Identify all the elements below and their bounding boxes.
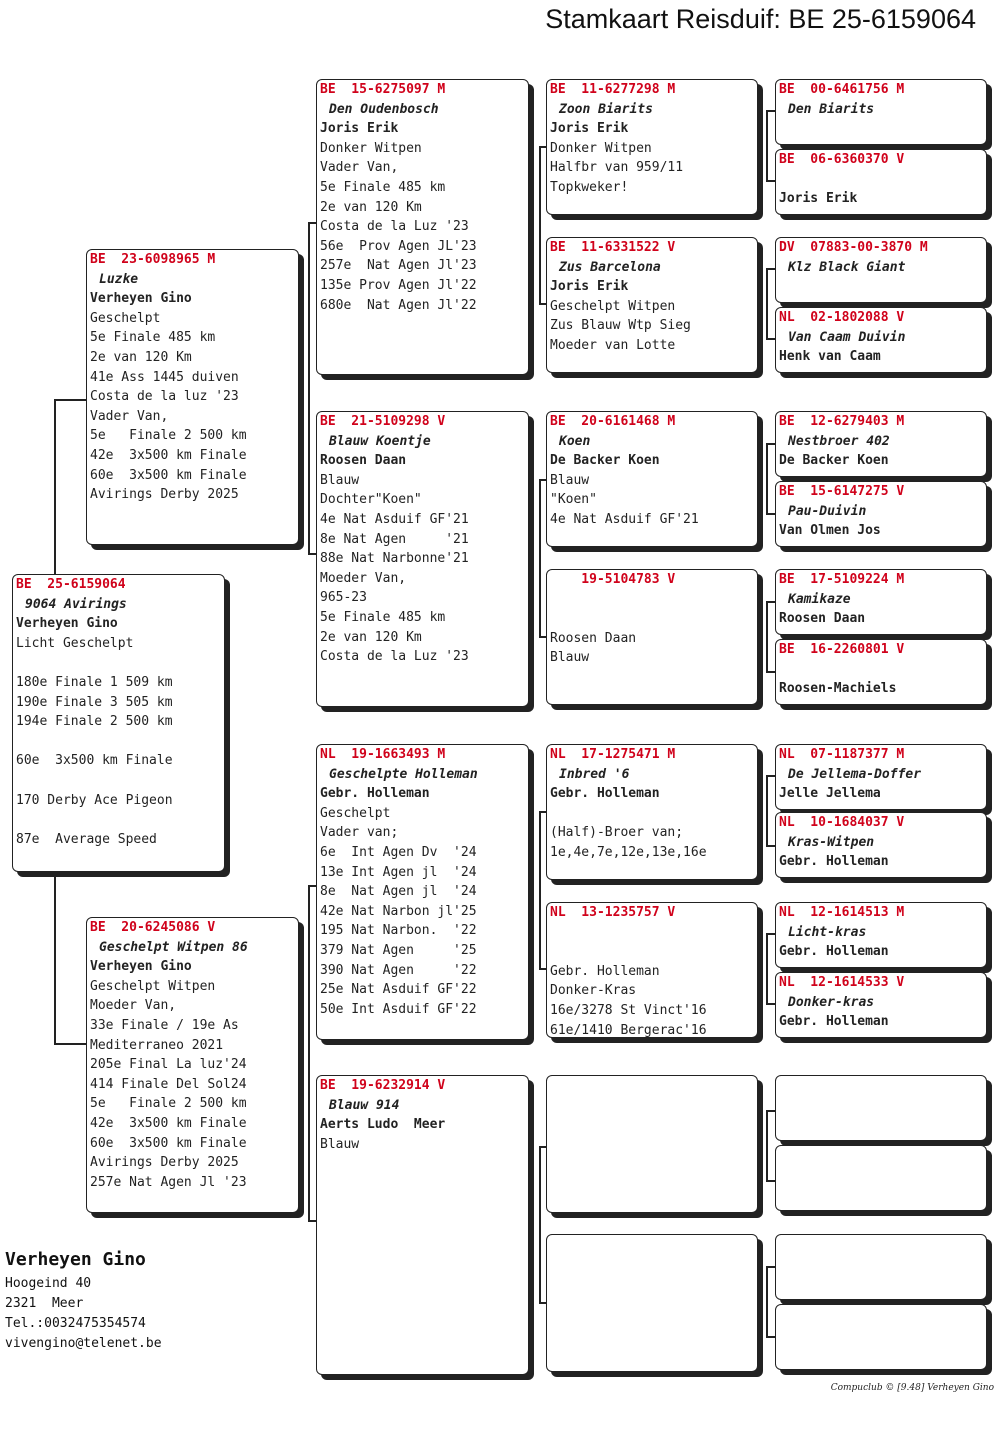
pedigree-box-dam[interactable] xyxy=(86,917,299,1213)
pigeon-name: Zoon Biarits xyxy=(559,101,653,117)
pedigree-box-sdd[interactable] xyxy=(546,569,758,705)
pedigree-line xyxy=(13,810,224,830)
pedigree-line: 42e Nat Narbon jl'25 xyxy=(320,903,477,919)
pedigree-line: Avirings Derby 2025 xyxy=(90,487,239,503)
connector xyxy=(766,1266,768,1337)
ring-number: NL 19-1663493 M xyxy=(320,747,446,762)
pigeon-name: Blauw Koentje xyxy=(329,433,431,449)
pedigree-line: 8e Nat Agen jl '24 xyxy=(320,884,477,900)
pedigree-line: Gebr. Holleman xyxy=(550,963,660,979)
breeder-name: Joris Erik xyxy=(550,121,629,137)
pedigree-line: 88e Nat Narbonne'21 xyxy=(320,551,469,567)
pedigree-line: Costa de la Luz '23 xyxy=(320,219,469,235)
pedigree-line: 4e Nat Asduif GF'21 xyxy=(550,511,699,527)
pedigree-box-ssss[interactable] xyxy=(775,79,987,145)
ring-number: BE 23-6098965 M xyxy=(90,252,216,267)
pedigree-line: Blauw xyxy=(550,472,590,488)
pedigree-line: 257e Nat Agen Jl '23 xyxy=(90,1174,247,1190)
pedigree-box-ssdd[interactable] xyxy=(775,307,987,373)
connector xyxy=(539,146,541,304)
connector xyxy=(54,399,87,401)
pedigree-line: Geschelpt xyxy=(320,805,391,821)
pedigree-box-ssds[interactable] xyxy=(775,237,987,303)
pigeon-name: Zus Barcelona xyxy=(559,259,661,275)
breeder-name: Joris Erik xyxy=(550,279,629,295)
breeder-name: Verheyen Gino xyxy=(90,291,192,307)
pedigree-box-sdss[interactable] xyxy=(775,411,987,477)
breeder-name: Verheyen Gino xyxy=(90,959,192,975)
pigeon-name xyxy=(547,923,757,943)
pigeon-name: Den Biarits xyxy=(788,101,875,117)
pedigree-line: 60e 3x500 km Finale xyxy=(90,1135,247,1151)
ring-number: BE 12-6279403 M xyxy=(779,414,905,429)
breeder-name: Roosen Daan xyxy=(320,453,407,469)
pigeon-name: Nestbroer 402 xyxy=(788,433,890,449)
pedigree-line: Moeder Van, xyxy=(320,570,407,586)
ring-number: BE 15-6275097 M xyxy=(320,82,446,97)
pigeon-name: Koen xyxy=(559,433,591,449)
connector xyxy=(766,601,768,672)
pedigree-line: Blauw xyxy=(320,1136,360,1152)
pedigree-line: 205e Final La luz'24 xyxy=(90,1057,247,1073)
ring-number: NL 07-1187377 M xyxy=(779,747,905,762)
pedigree-line: 5e Finale 485 km xyxy=(320,609,446,625)
ring-number: BE 20-6161468 M xyxy=(550,414,676,429)
pigeon-name: Den Oudenbosch xyxy=(329,101,439,117)
ring-number: DV 07883-00-3870 M xyxy=(779,240,928,255)
ring-number: BE 00-6461756 M xyxy=(779,82,905,97)
ring-number: NL 17-1275471 M xyxy=(550,747,676,762)
owner-address: Hoogeind 40 xyxy=(5,1276,92,1291)
pedigree-box-sss[interactable] xyxy=(546,79,758,215)
pedigree-line: Donker-Kras xyxy=(550,983,637,999)
pedigree-line xyxy=(13,732,224,752)
connector xyxy=(766,933,768,1004)
connector xyxy=(308,222,310,554)
page-title: Stamkaart Reisduif: BE 25-6159064 xyxy=(545,4,976,34)
pedigree-line: 5e Finale 485 km xyxy=(320,179,446,195)
connector xyxy=(766,1110,768,1181)
pedigree-line: Blauw xyxy=(320,472,360,488)
owner-phone: Tel.:0032475354574 xyxy=(5,1316,146,1331)
pigeon-name: Klz Black Giant xyxy=(788,259,906,275)
breeder-name xyxy=(547,609,757,629)
ring-number: 19-5104783 V xyxy=(550,572,676,587)
pedigree-line: 194e Finale 2 500 km xyxy=(16,714,173,730)
pigeon-name: Geschelpte Holleman xyxy=(329,766,478,782)
ring-number: BE 11-6277298 M xyxy=(550,82,676,97)
breeder-name: Jelle Jellema xyxy=(779,786,881,802)
pedigree-line: "Koen" xyxy=(550,492,597,508)
pedigree-line: Vader Van, xyxy=(320,160,399,176)
pedigree-line xyxy=(13,653,224,673)
pedigree-line: Costa de la Luz '23 xyxy=(320,649,469,665)
owner-city: 2321 Meer xyxy=(5,1296,84,1311)
pedigree-box-dsss[interactable] xyxy=(775,744,987,810)
pedigree-line: 5e Finale 2 500 km xyxy=(90,428,247,444)
pigeon-name: Licht-kras xyxy=(788,924,867,940)
pedigree-line: Mediterraneo 2021 xyxy=(90,1037,224,1053)
connector xyxy=(54,1043,87,1045)
pedigree-line: 1e,4e,7e,12e,13e,16e xyxy=(550,844,707,860)
breeder-name: Henk van Caam xyxy=(779,349,881,365)
pedigree-line: (Half)-Broer van; xyxy=(550,825,684,841)
ring-number: BE 25-6159064 xyxy=(16,577,126,592)
pedigree-line: 42e 3x500 km Finale xyxy=(90,447,247,463)
pedigree-box-ddd[interactable] xyxy=(546,1234,758,1372)
pedigree-line xyxy=(547,804,757,824)
breeder-name: De Backer Koen xyxy=(779,453,889,469)
footer-credit: Compuclub © [9.48] Verheyen Gino xyxy=(830,1383,994,1393)
pedigree-line: Blauw xyxy=(550,650,590,666)
ring-number: BE 15-6147275 V xyxy=(779,484,905,499)
pedigree-line: 16e/3278 St Vinct'16 xyxy=(550,1002,707,1018)
pedigree-line: 56e Prov Agen JL'23 xyxy=(320,238,477,254)
connector xyxy=(308,885,310,1221)
pedigree-line: Geschelpt Witpen xyxy=(550,298,676,314)
pigeon-name: De Jellema-Doffer xyxy=(788,766,922,782)
breeder-name: Gebr. Holleman xyxy=(550,786,660,802)
breeder-name: Roosen-Machiels xyxy=(779,681,897,697)
pedigree-line: 8e Nat Agen '21 xyxy=(320,531,469,547)
pigeon-name: Van Caam Duivin xyxy=(788,329,906,345)
pedigree-box-subject[interactable] xyxy=(12,574,225,872)
ring-number: BE 19-6232914 V xyxy=(320,1078,446,1093)
pedigree-line: 6e Int Agen Dv '24 xyxy=(320,844,477,860)
pigeon-name: Kamikaze xyxy=(788,591,851,607)
pedigree-line: Moeder Van, xyxy=(90,998,177,1014)
pedigree-line: Topkweker! xyxy=(550,179,629,195)
pedigree-line: 965-23 xyxy=(320,590,367,606)
ring-number: BE 11-6331522 V xyxy=(550,240,676,255)
pedigree-line: 190e Finale 3 505 km xyxy=(16,694,173,710)
pedigree-line: Vader van; xyxy=(320,825,399,841)
pedigree-line: 13e Int Agen jl '24 xyxy=(320,864,477,880)
pedigree-line: 390 Nat Agen '22 xyxy=(320,962,477,978)
breeder-name: Van Olmen Jos xyxy=(779,523,881,539)
pedigree-line: Avirings Derby 2025 xyxy=(90,1155,239,1171)
pedigree-line: Dochter"Koen" xyxy=(320,492,422,508)
pedigree-box-sdds[interactable] xyxy=(775,569,987,635)
pedigree-box-sire-sire[interactable] xyxy=(316,79,529,375)
connector xyxy=(766,443,768,514)
ring-number: NL 02-1802088 V xyxy=(779,310,905,325)
pedigree-line: 2e van 120 Km xyxy=(90,349,192,365)
owner-name: Verheyen Gino xyxy=(5,1249,146,1270)
pigeon-name: Luzke xyxy=(99,271,139,287)
pedigree-line: Geschelpt Witpen xyxy=(90,978,216,994)
pedigree-box-dss[interactable] xyxy=(546,744,758,880)
pedigree-box-dssd[interactable] xyxy=(775,812,987,878)
pedigree-box-dds[interactable] xyxy=(546,1075,758,1213)
pedigree-box-dam-dam[interactable] xyxy=(316,1075,529,1375)
pedigree-line: 42e 3x500 km Finale xyxy=(90,1115,247,1131)
connector xyxy=(539,479,541,637)
pedigree-line: 2e van 120 Km xyxy=(320,629,422,645)
pigeon-name: Pau-Duivin xyxy=(788,503,867,519)
ring-number: BE 21-5109298 V xyxy=(320,414,446,429)
breeder-name: Joris Erik xyxy=(779,191,858,207)
pedigree-line: 50e Int Asduif GF'22 xyxy=(320,1001,477,1017)
breeder-name: Verheyen Gino xyxy=(16,616,118,632)
pedigree-box-ddsd[interactable] xyxy=(775,1145,987,1211)
breeder-name: Roosen Daan xyxy=(779,611,866,627)
ring-number: BE 17-5109224 M xyxy=(779,572,905,587)
owner-block xyxy=(5,1246,162,1354)
pedigree-line: Vader Van, xyxy=(90,408,169,424)
pedigree-line: 5e Finale 485 km xyxy=(90,330,216,346)
ring-number: NL 12-1614513 M xyxy=(779,905,905,920)
pedigree-box-dsds[interactable] xyxy=(775,902,987,968)
pigeon-name: 9064 Avirings xyxy=(25,596,127,612)
pedigree-line: 170 Derby Ace Pigeon xyxy=(16,792,173,808)
pedigree-box-sds[interactable] xyxy=(546,411,758,547)
breeder-name: De Backer Koen xyxy=(550,453,660,469)
pedigree-box-dsd[interactable] xyxy=(546,902,758,1038)
pigeon-name: Kras-Witpen xyxy=(788,834,875,850)
pigeon-name xyxy=(547,590,757,610)
ring-number: NL 10-1684037 V xyxy=(779,815,905,830)
breeder-name: Gebr. Holleman xyxy=(779,1014,889,1030)
pedigree-line: Halfbr van 959/11 xyxy=(550,160,684,176)
pedigree-line: 33e Finale / 19e As xyxy=(90,1017,239,1033)
pedigree-line: Geschelpt xyxy=(90,310,161,326)
pedigree-line xyxy=(13,771,224,791)
ring-number: NL 12-1614533 V xyxy=(779,975,905,990)
connector xyxy=(766,775,768,846)
pedigree-line: Costa de la luz '23 xyxy=(90,389,239,405)
pedigree-box-ddss[interactable] xyxy=(775,1075,987,1141)
pedigree-line: Moeder van Lotte xyxy=(550,337,676,353)
pedigree-line: Roosen Daan xyxy=(550,630,637,646)
owner-email: vivengino@telenet.be xyxy=(5,1336,162,1351)
pedigree-line: 414 Finale Del Sol24 xyxy=(90,1076,247,1092)
breeder-name xyxy=(547,942,757,962)
pedigree-line: 60e 3x500 km Finale xyxy=(16,753,173,769)
pedigree-line: 41e Ass 1445 duiven xyxy=(90,369,239,385)
pedigree-line: 680e Nat Agen Jl'22 xyxy=(320,297,477,313)
ring-number: BE 20-6245086 V xyxy=(90,920,216,935)
ring-number: BE 16-2260801 V xyxy=(779,642,905,657)
pedigree-box-dsdd[interactable] xyxy=(775,972,987,1038)
breeder-name: Gebr. Holleman xyxy=(779,854,889,870)
pedigree-line: 379 Nat Agen '25 xyxy=(320,942,477,958)
pigeon-name: Donker-kras xyxy=(788,994,875,1010)
connector xyxy=(539,811,541,969)
pigeon-name: Geschelpt Witpen 86 xyxy=(99,939,248,955)
pedigree-line: 87e Average Speed xyxy=(16,831,157,847)
pigeon-name xyxy=(776,170,986,190)
connector xyxy=(766,110,768,181)
pedigree-line: 4e Nat Asduif GF'21 xyxy=(320,511,469,527)
pedigree-box-sire[interactable] xyxy=(86,249,299,545)
pedigree-line: 135e Prov Agen Jl'22 xyxy=(320,277,477,293)
breeder-name: Gebr. Holleman xyxy=(320,786,430,802)
pedigree-line: Donker Witpen xyxy=(550,140,652,156)
pedigree-line: Donker Witpen xyxy=(320,140,422,156)
pedigree-box-sddd[interactable] xyxy=(775,639,987,705)
pedigree-line: 257e Nat Agen Jl'23 xyxy=(320,258,477,274)
connector xyxy=(539,1146,541,1303)
ring-number: BE 06-6360370 V xyxy=(779,152,905,167)
pedigree-line: 61e/1410 Bergerac'16 xyxy=(550,1022,707,1038)
pedigree-line: Zus Blauw Wtp Sieg xyxy=(550,318,691,334)
pigeon-name xyxy=(776,660,986,680)
pigeon-name: Blauw 914 xyxy=(329,1097,400,1113)
pigeon-name: Inbred '6 xyxy=(559,766,630,782)
pedigree-box-ddds[interactable] xyxy=(775,1234,987,1300)
pedigree-line: 25e Nat Asduif GF'22 xyxy=(320,982,477,998)
pedigree-line: 60e 3x500 km Finale xyxy=(90,467,247,483)
pedigree-box-dam-sire[interactable] xyxy=(316,744,529,1040)
pedigree-box-sire-dam[interactable] xyxy=(316,411,529,707)
pedigree-line: 195 Nat Narbon. '22 xyxy=(320,923,477,939)
pedigree-box-sssd[interactable] xyxy=(775,149,987,215)
pedigree-line: Licht Geschelpt xyxy=(16,635,134,651)
pedigree-box-ssd[interactable] xyxy=(546,237,758,373)
ring-number: NL 13-1235757 V xyxy=(550,905,676,920)
breeder-name: Joris Erik xyxy=(320,121,399,137)
breeder-name: Gebr. Holleman xyxy=(779,944,889,960)
pedigree-box-sdsd[interactable] xyxy=(775,481,987,547)
breeder-name: Aerts Ludo Meer xyxy=(320,1117,446,1133)
pedigree-line: 2e van 120 Km xyxy=(320,199,422,215)
pedigree-line: 180e Finale 1 509 km xyxy=(16,674,173,690)
pedigree-line: 5e Finale 2 500 km xyxy=(90,1096,247,1112)
connector xyxy=(54,872,56,1044)
connector xyxy=(54,399,56,575)
connector xyxy=(766,268,768,339)
pedigree-box-dddd[interactable] xyxy=(775,1304,987,1370)
